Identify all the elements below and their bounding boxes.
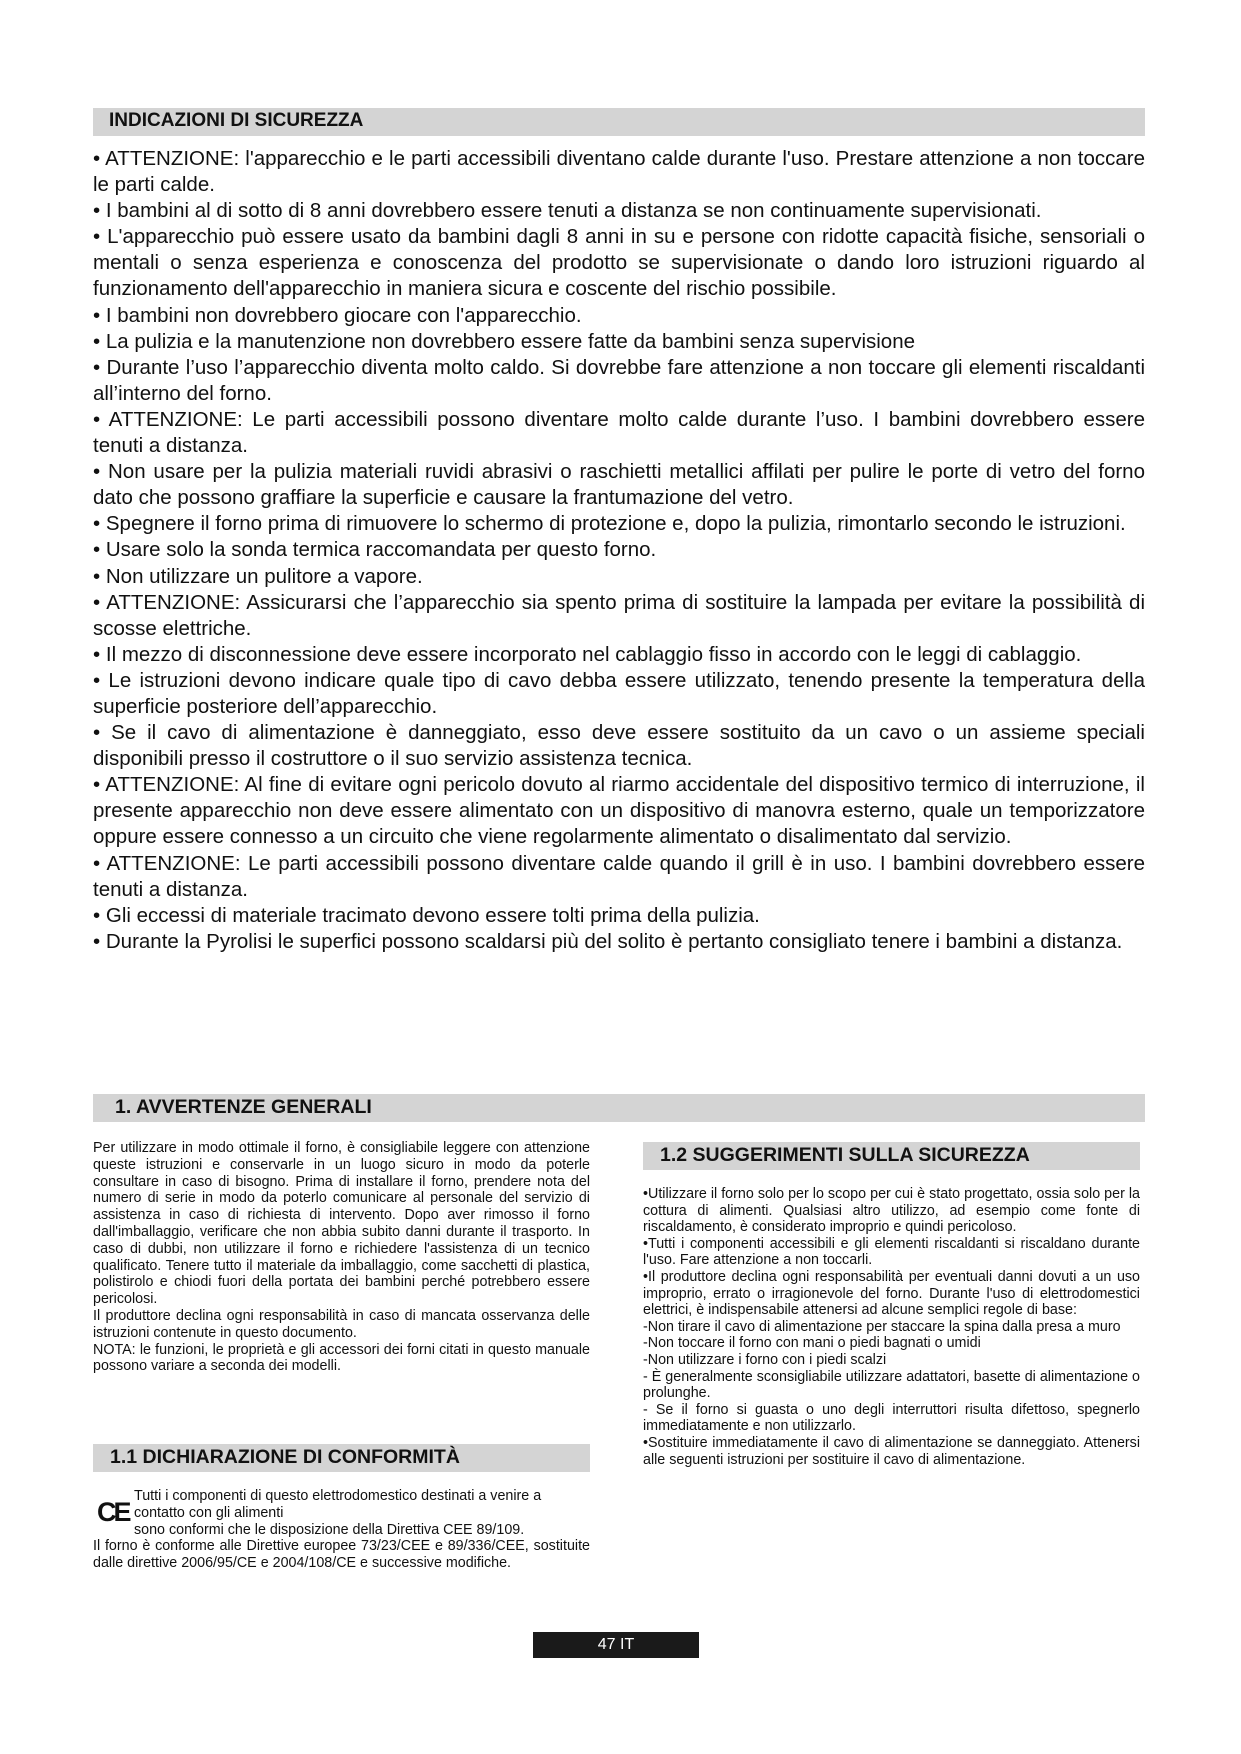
general-warnings-paragraph: Il produttore declina ogni responsabilità in caso di mancata osservanza delle istruzioni contenute in questo documento. (93, 1307, 590, 1341)
safety-tip: -Non toccare il forno con mani o piedi bagnati o umidi (643, 1335, 981, 1352)
safety-item: • Il mezzo di disconnessione deve essere incorporato nel cablaggio fisso in accordo con le leggi di cablaggio. (93, 642, 1082, 666)
safety-tip: •Utilizzare il forno solo per lo scopo per cui è stato progettato, ossia solo per la cottura di alimenti. Qualsiasi altro utilizzo, ad esempio come fonte di riscaldamento, è considerato improprio e quindi pericoloso. (643, 1186, 1140, 1236)
safety-list (93, 146, 1145, 955)
safety-tip: - È generalmente sconsigliabile utilizzare adattatori, basette di alimentazione o prolunghe. (643, 1368, 1140, 1402)
safety-tip: •Sostituire immediatamente il cavo di alimentazione se danneggiato. Attenersi alle seguenti istruzioni per sostituire il cavo di alimentazione. (643, 1434, 1140, 1468)
safety-item: • Se il cavo di alimentazione è danneggiato, esso deve essere sostituito da un cavo o un assieme speciali disponibili presso il costruttore o il suo servizio assistenza tecnica. (93, 721, 1145, 771)
general-warnings-paragraph: Per utilizzare in modo ottimale il forno, è consigliabile leggere con attenzione queste istruzioni e conservarle in un luogo sicuro in modo da poterle consultare in caso di bisogno. Prima di installare il forno, prendere nota del numero di serie in modo da poterlo comunicare al personale del servizio di assistenza in caso di richiesta di intervento. Dopo aver rimosso il forno dall'imballaggio, verificare che non abbia subito danni durante il trasporto. In caso di dubbi, non utilizzare il forno e richiedere l'assistenza di un tecnico qualificato. Tenere tutto il materiale da imballaggio, come sacchetti di plastica, polistirolo e chiodi fuori della portata dei bambini perché potrebbero essere pericolosi. (93, 1140, 590, 1308)
safety-tips-body (643, 1186, 1140, 1468)
conformity-line: sono conformi che le disposizione della Direttiva CEE 89/109. (134, 1521, 525, 1538)
safety-item: • Usare solo la sonda termica raccomandata per questo forno. (93, 538, 657, 562)
safety-item: • ATTENZIONE: Le parti accessibili possono diventare calde quando il grill è in uso. I bambini dovrebbero essere tenuti a distanza. (93, 851, 1145, 901)
safety-item: • Spegnere il forno prima di rimuovere lo schermo di protezione e, dopo la pulizia, rimontarlo secondo le istruzioni. (93, 512, 1126, 536)
safety-tip: •Il produttore declina ogni responsabilità per eventuali danni dovuti a un uso improprio, errato o irragionevole del forno. Durante l'uso di elettrodomestici elettrici, è indispensabile attenersi ad alcune semplici regole di base: (643, 1268, 1140, 1319)
safety-tips-heading: 1.2 SUGGERIMENTI SULLA SICUREZZA (643, 1142, 1140, 1170)
safety-item: • Durante l’uso l’apparecchio diventa molto caldo. Si dovrebbe fare attenzione a non toccare gli elementi riscaldanti all’interno del forno. (93, 355, 1145, 405)
safety-item: • L'apparecchio può essere usato da bambini dagli 8 anni in su e persone con ridotte capacità fisiche, sensoriali o mentali o senza esperienza e conoscenza del prodotto se supervisionate o dando loro istruzioni riguardo al funzionamento dell'apparecchio in maniera sicura e coscente del rischio possibile. (93, 225, 1145, 301)
safety-heading: INDICAZIONI DI SICUREZZA (93, 108, 1145, 136)
safety-tip: - Se il forno si guasta o uno degli interruttori risulta difettoso, spegnerlo immediatamente e non utilizzarlo. (643, 1401, 1140, 1435)
safety-tip: -Non tirare il cavo di alimentazione per staccare la spina dalla presa a muro (643, 1318, 1121, 1335)
safety-tip: -Non utilizzare i forno con i piedi scalzi (643, 1351, 887, 1368)
general-warnings-paragraph: NOTA: le funzioni, le proprietà e gli accessori dei forni citati in questo manuale possono variare a seconda dei modelli. (93, 1341, 590, 1375)
conformity-line: Il forno è conforme alle Direttive europee 73/23/CEE e 89/336/CEE, sostituite dalle direttive 2006/95/CE e 2004/108/CE e successive modifiche. (93, 1538, 590, 1572)
safety-item: • ATTENZIONE: Al fine di evitare ogni pericolo dovuto al riarmo accidentale del dispositivo termico di interruzione, il presente apparecchio non deve essere alimentato con un dispositivo di manovra esterno, quale un temporizzatore oppure essere connesso a un circuito che viene regolarmente alimentato o disalimentato dal servizio. (93, 773, 1145, 849)
safety-item: • Non utilizzare un pulitore a vapore. (93, 564, 423, 588)
safety-item: • Gli eccessi di materiale tracimato devono essere tolti prima della pulizia. (93, 903, 760, 927)
safety-item: • La pulizia e la manutenzione non dovrebbero essere fatte da bambini senza supervisione (93, 329, 916, 353)
safety-item: • ATTENZIONE: Assicurarsi che l’apparecchio sia spento prima di sostituire la lampada per evitare la possibilità di scosse elettriche. (93, 590, 1145, 640)
safety-item: • I bambini al di sotto di 8 anni dovrebbero essere tenuti a distanza se non continuamente supervisionati. (93, 199, 1042, 223)
conformity-line: Tutti i componenti di questo elettrodomestico destinati a venire a contatto con gli alimenti (134, 1488, 542, 1521)
safety-item: • Durante la Pyrolisi le superfici possono scaldarsi più del solito è pertanto consigliato tenere i bambini a distanza. (93, 929, 1123, 953)
ce-mark-icon: CE (97, 1497, 129, 1527)
safety-item: • Non usare per la pulizia materiali ruvidi abrasivi o raschietti metallici affilati per pulire le porte di vetro del forno dato che possono graffiare la superficie e causare la frantumazione del vetro. (93, 460, 1145, 510)
page-number: 47 IT (533, 1632, 699, 1658)
safety-item: • Le istruzioni devono indicare quale tipo di cavo debba essere utilizzato, tenendo presente la temperatura della superficie posteriore dell’apparecchio. (93, 668, 1145, 718)
conformity-heading: 1.1 DICHIARAZIONE DI CONFORMITÀ (93, 1444, 590, 1472)
safety-item: • ATTENZIONE: Le parti accessibili possono diventare molto calde durante l’uso. I bambini dovrebbero essere tenuti a distanza. (93, 407, 1145, 458)
safety-item: • I bambini non dovrebbero giocare con l'apparecchio. (93, 303, 582, 327)
safety-item: • ATTENZIONE: l'apparecchio e le parti accessibili diventano calde durante l'uso. Prestare attenzione a non toccare le parti calde. (93, 147, 1145, 197)
safety-tip: •Tutti i componenti accessibili e gli elementi riscaldanti si riscaldano durante l'uso. Fare attenzione a non toccarli. (643, 1235, 1140, 1269)
conformity-body (93, 1488, 590, 1572)
general-warnings-heading: 1. AVVERTENZE GENERALI (93, 1094, 1145, 1122)
general-warnings-body (93, 1140, 590, 1375)
